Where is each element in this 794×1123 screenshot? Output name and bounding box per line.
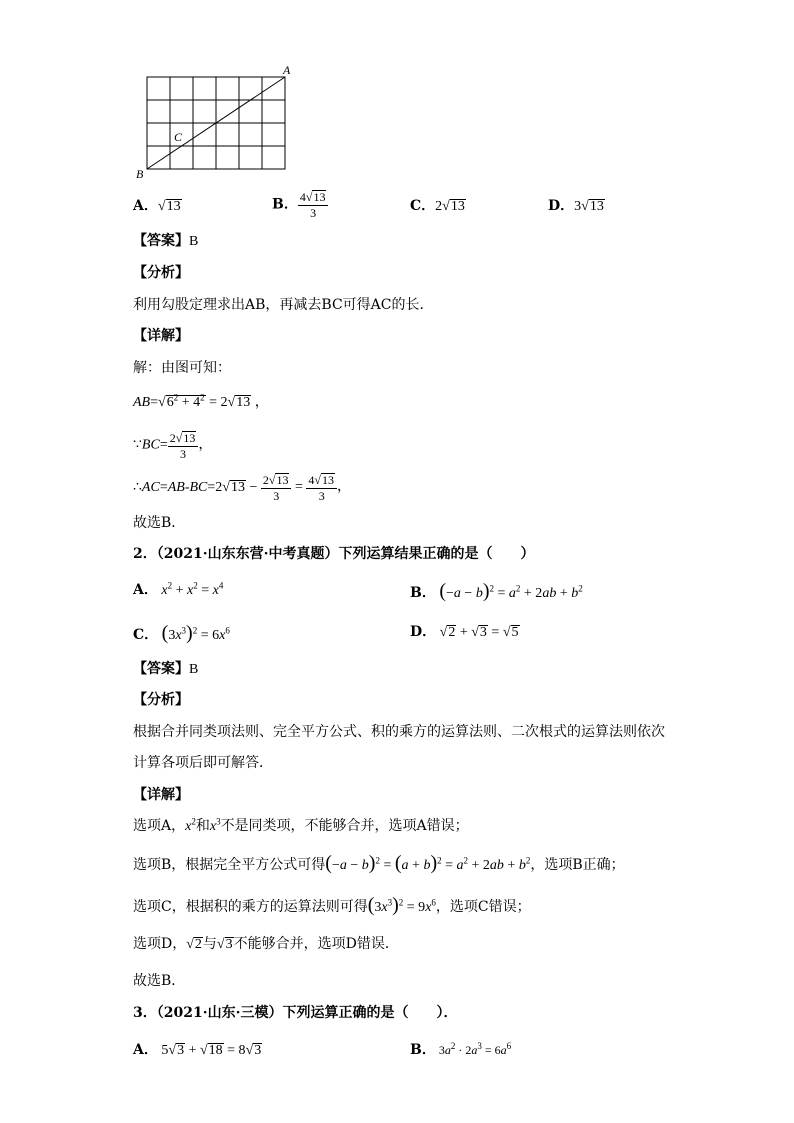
q2-detail-1: 选项A，$x^2$和$x^3$不是同类项，不能够合并，选项A错误； (133, 816, 469, 834)
q2-option-d: D． √2 + √3 = √5 (410, 624, 519, 640)
q2-analysis-line2: 计算各项后即可解答． (133, 755, 273, 771)
point-a-label: A (283, 63, 291, 77)
q2-analysis-line1: 根据合并同类项法则、完全平方公式、积的乘方的运算法则、二次根式的运算法则依次 (133, 724, 665, 740)
q1-option-a: A．√13 (133, 198, 181, 214)
grid-figure (132, 62, 302, 182)
q3-option-b: B． $3a^2 \cdot 2a^3 = 6a^6$ (410, 1041, 512, 1058)
point-c-label: C (174, 130, 183, 144)
q1-step0: 解：由图可知： (133, 360, 231, 376)
q2-detail-2: 选项B，根据完全平方公式可得$(-a - b)^2 = (a + b)^2 = a^2 + 2ab + b^2$，选项B正确； (133, 852, 625, 874)
q1-option-b: B． $\frac{4√13}{3}$ (272, 190, 328, 219)
q3-option-a: A． 5√3 + √18 = 8√3 (133, 1042, 262, 1058)
q1-answer: 【答案】B (133, 233, 199, 249)
q2-analysis-tag: 【分析】 (133, 692, 189, 708)
q2-option-b: B． $(-a - b)^2 = a^2 + 2ab + b^2$ (410, 580, 583, 602)
q2-conclusion: 故选B． (133, 973, 186, 989)
q2-detail-4: 选项D，√2与√3不能够合并，选项D错误． (133, 936, 399, 952)
q1-conclusion: 故选B． (133, 515, 186, 531)
q1-option-d: D．3√13 (548, 198, 604, 214)
q2-detail-3: 选项C，根据积的乘方的运算法则可得$(3x^3)^2 = 9x^6$，选项C错误； (133, 894, 531, 916)
q1-step2: ∵BC= $\frac{2√13}{3}$ ， (133, 431, 213, 461)
q3-title: 3．（2021·山东·三模）下列运算正确的是（ ）． (133, 1005, 458, 1021)
q2-title: 2．（2021·山东东营·中考真题）下列运算结果正确的是（ ） (133, 546, 535, 562)
q1-step3: ∴AC=AB-BC=2√13 − $\frac{2√13}{3}$ = $\frac{4√13}{3}$ ， (133, 473, 351, 503)
q1-option-c: C．2√13 (410, 198, 465, 214)
q2-answer: 【答案】B (133, 661, 199, 677)
q1-step1: $AB=√6^2 + 4^2 = 2√13$ ， (133, 392, 269, 410)
q1-analysis-tag: 【分析】 (133, 265, 189, 281)
point-b-label: B (136, 167, 144, 181)
q1-detail-tag: 【详解】 (133, 328, 189, 344)
q2-detail-tag: 【详解】 (133, 787, 189, 803)
q2-option-a: A． $x^2 + x^2 = x^4$ (133, 580, 224, 598)
q2-option-c: C． $(3x^3)^2 = 6x^6$ (133, 622, 230, 644)
q1-analysis: 利用勾股定理求出AB，再减去BC可得AC的长． (133, 297, 434, 313)
